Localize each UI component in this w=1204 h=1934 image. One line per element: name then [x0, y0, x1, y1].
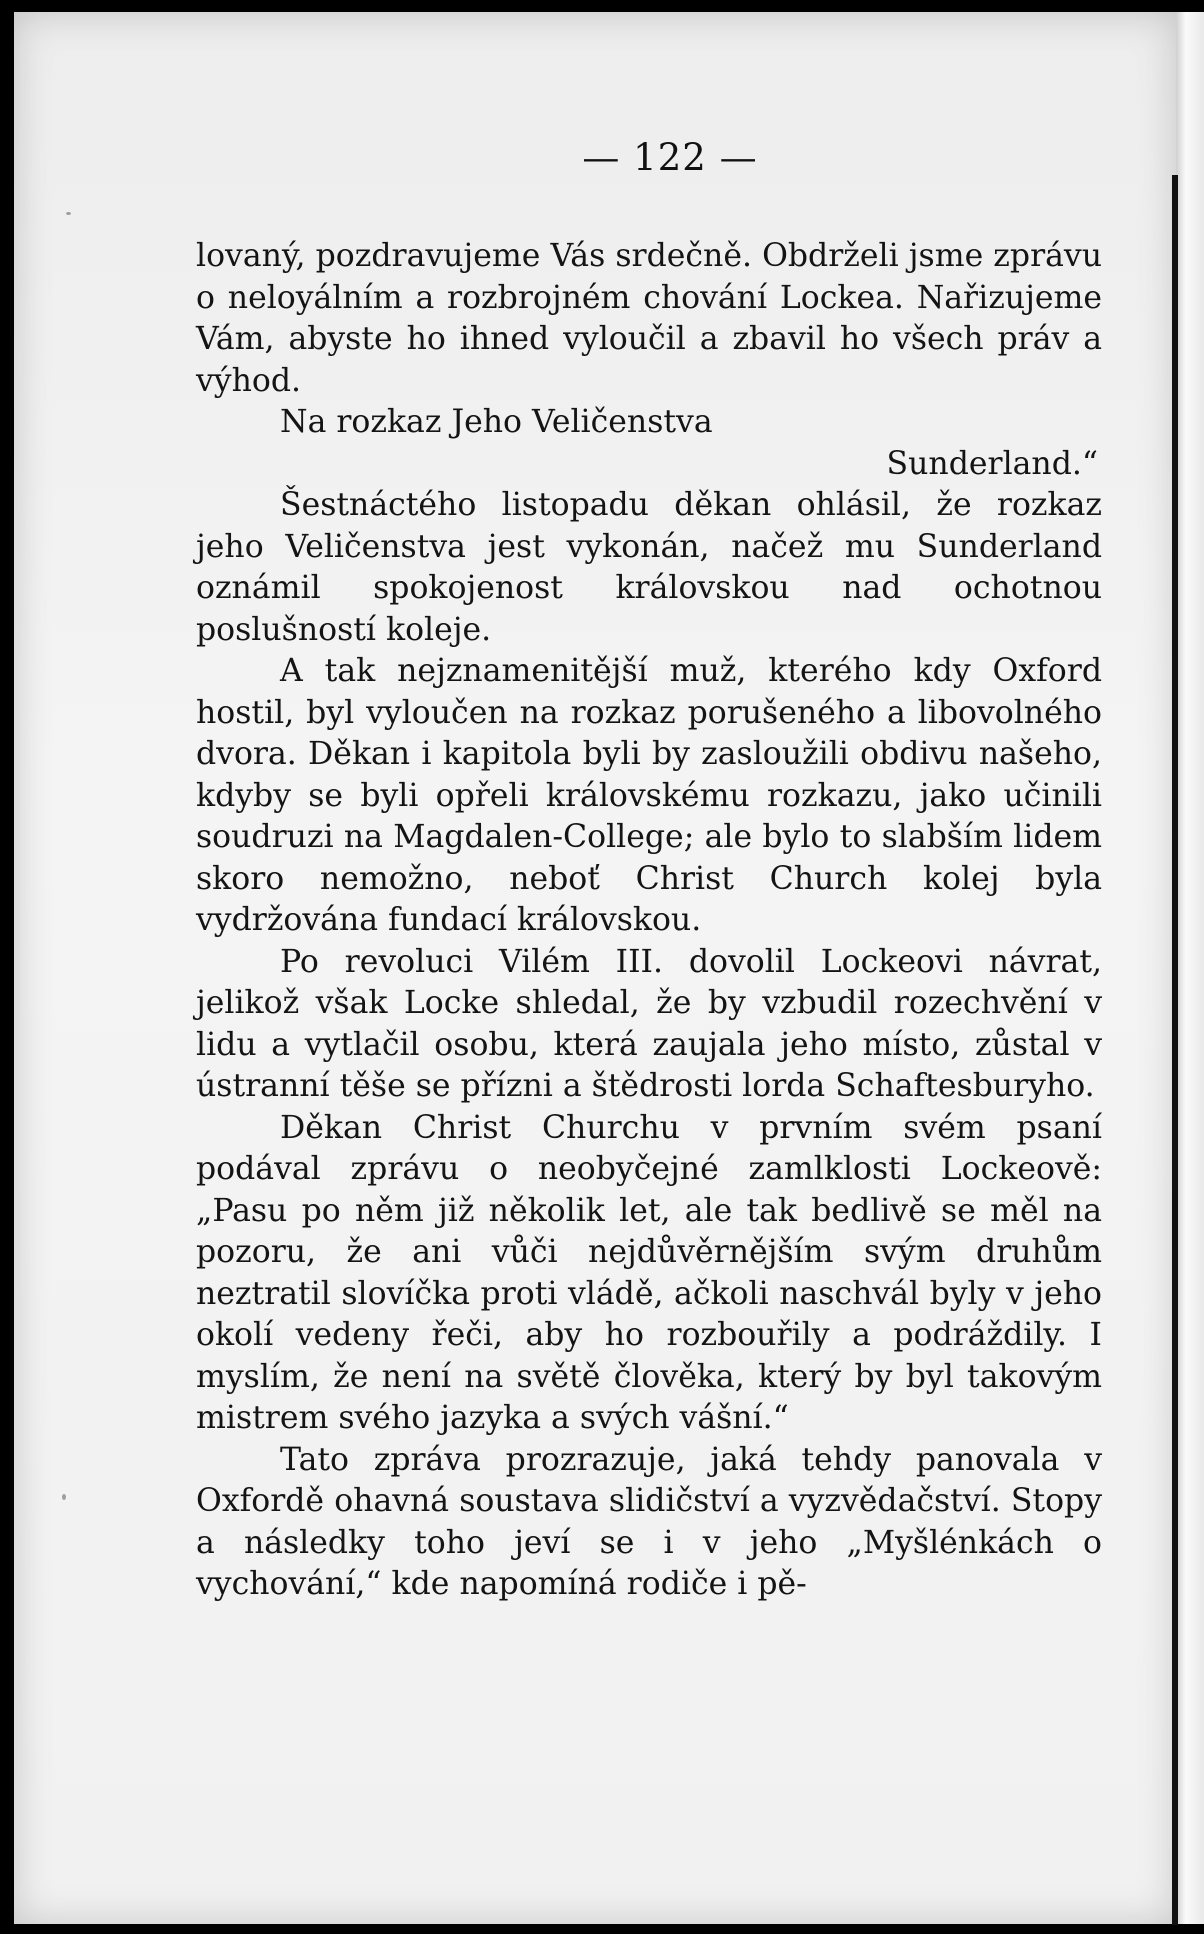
- paragraph-letter-body: lovaný, pozdravujeme Vás srdečně. Obdrželi jsme zprávu o neloyálním a rozbrojném chování Lockea. Nařizujeme Vám, abyste ho ihned vyloučil a zbavil ho všech práv a výhod.: [196, 238, 1102, 399]
- binding-edge-line: [1172, 175, 1178, 1925]
- paper-speck: [62, 1494, 66, 1500]
- paragraph-espionage: Tato zpráva prozrazuje, jaká tehdy panovala v Oxfordě ohavná soustava slidičství a vyzvědačství. Stopy a následky toho jeví se i v jeho „Myšlénkách o vychování,“ kde napomíná rodiče i pě-: [196, 1441, 1102, 1602]
- page-number: — 122 —: [582, 136, 758, 179]
- page-edge-shadow: [1176, 12, 1204, 1924]
- book-page: [14, 12, 1176, 1924]
- paper-speck: [66, 212, 71, 215]
- page-body-text: [196, 236, 1102, 1606]
- paragraph-letter-signature: Sunderland.“: [886, 445, 1098, 482]
- paragraph-dean-report: Děkan Christ Churchu v prvním svém psaní podával zprávu o neobyčejné zamlklosti Lockeově: „Pasu po něm již několik let, ale tak bedlivě se měl na pozoru, že ani vůči nejdůvěrnějším svým druhům neztratil slovíčka proti vládě, ačkoli naschvál byly v jeho okolí vedeny řeči, aby ho rozbouřily a podráždily. I myslím, že není na světě člověka, který by byl takovým mistrem svého jazyka a svých vášní.“: [196, 1109, 1102, 1436]
- paragraph-expulsion: A tak nejznamenitější muž, kterého kdy Oxford hostil, byl vyloučen na rozkaz porušeného a libovolného dvora. Děkan i kapitola byli by zasloužili obdivu našeho, kdyby se byli opřeli královskému rozkazu, jako učinili soudruzi na Magdalen-College; ale bylo to slabším lidem skoro nemožno, neboť Christ Church kolej byla vydržována fundací královskou.: [196, 653, 1102, 938]
- paragraph-dean-announcement: Šestnáctého listopadu děkan ohlásil, že rozkaz jeho Veličenstva jest vykonán, načež mu Sunderland oznámil spokojenost královskou nad ochotnou poslušností koleje.: [196, 487, 1102, 648]
- paragraph-letter-closing: Na rozkaz Jeho Veličenstva: [280, 404, 713, 440]
- paragraph-revolution: Po revoluci Vilém III. dovolil Lockeovi návrat, jelikož však Locke shledal, že by vzbudil rozechvění v lidu a vytlačil osobu, která zaujala jeho místo, zůstal v ústranní těše se přízni a štědrosti lorda Schaftesburyho.: [196, 943, 1102, 1104]
